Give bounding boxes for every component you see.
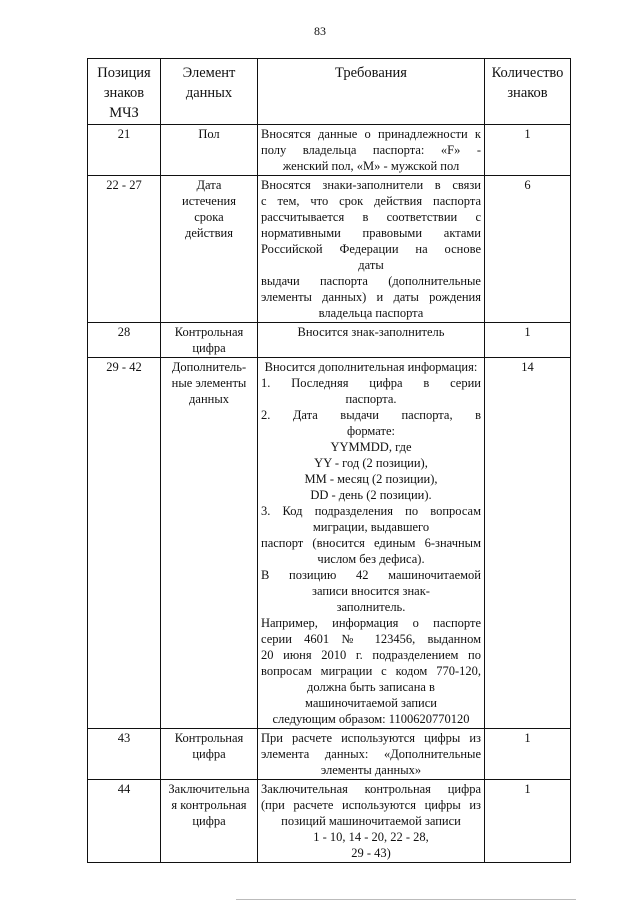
requirements-line: DD - день (2 позиции). bbox=[310, 488, 432, 502]
element-line: Контрольная bbox=[174, 731, 244, 745]
cell-count: 1 bbox=[485, 780, 571, 863]
requirements-line: Вносятся данные о принадлежности к bbox=[261, 127, 481, 141]
table-row bbox=[88, 125, 571, 176]
header-line: знаков bbox=[507, 85, 548, 101]
cell-position: 43 bbox=[88, 729, 161, 780]
element-line: Пол bbox=[198, 127, 220, 141]
requirements-line: формате: bbox=[347, 424, 395, 438]
table-row bbox=[88, 358, 571, 729]
requirements-line: Например, информация о паспорте bbox=[261, 616, 481, 630]
header-position bbox=[88, 59, 161, 125]
requirements-line: (при расчете используются цифры из bbox=[261, 798, 481, 812]
requirements-line: Заключительная контрольная цифра bbox=[261, 782, 481, 796]
requirements-line: В позицию 42 машиночитаемой bbox=[261, 568, 481, 582]
requirements-line: При расчете используются цифры из bbox=[261, 731, 481, 745]
requirements-line: MM - месяц (2 позиции), bbox=[304, 472, 438, 486]
requirements-line: даты bbox=[358, 258, 384, 272]
requirements-line: машиночитаемой записи bbox=[305, 696, 437, 710]
cell-count: 6 bbox=[485, 176, 571, 323]
element-line: истечения bbox=[182, 194, 236, 208]
requirements-line: заполнитель. bbox=[336, 600, 406, 614]
requirements-line: 20 июня 2010 г. подразделением по bbox=[261, 648, 481, 662]
requirements-line: элементы данных» bbox=[320, 763, 422, 777]
element-line: я контрольная bbox=[171, 798, 247, 812]
requirements-line: женский пол, «M» - мужской пол bbox=[282, 159, 460, 173]
cell-count: 1 bbox=[485, 323, 571, 358]
element-line: данных bbox=[189, 392, 229, 406]
cell-element bbox=[161, 176, 258, 323]
requirements-line: позиций машиночитаемой записи bbox=[281, 814, 461, 828]
requirements-line: числом без дефиса). bbox=[317, 552, 425, 566]
requirements-line: Российской Федерации на основе bbox=[261, 242, 481, 256]
requirements-line: следующим образом: 1100620770120 bbox=[272, 712, 470, 726]
requirements-line: должна быть записана в bbox=[307, 680, 435, 694]
requirements-line: элемента данных: «Дополнительные bbox=[261, 747, 481, 761]
element-line: срока bbox=[194, 210, 224, 224]
requirements-line: Вносятся знаки-заполнители в связи bbox=[261, 178, 481, 192]
requirements-line: с тем, что срок действия паспорта bbox=[261, 194, 481, 208]
table-row bbox=[88, 176, 571, 323]
bottom-edge-line bbox=[236, 899, 576, 900]
header-line: Позиция bbox=[97, 65, 151, 81]
header-line: Элемент bbox=[182, 65, 236, 81]
requirements-line: рассчитывается в соответствии с bbox=[261, 210, 481, 224]
element-line: Заключительна bbox=[168, 782, 250, 796]
cell-position: 29 - 42 bbox=[88, 358, 161, 729]
table-header-row bbox=[88, 59, 571, 125]
element-line: Контрольная bbox=[174, 325, 244, 339]
requirements-line: полу владельца паспорта: «F» - bbox=[261, 143, 481, 157]
requirements-line: паспорт (вносится единым 6-значным bbox=[261, 536, 481, 550]
requirements-line: 29 - 43) bbox=[351, 846, 391, 860]
requirements-line: выдачи паспорта (дополнительные bbox=[261, 274, 481, 288]
cell-requirements bbox=[258, 125, 485, 176]
cell-requirements bbox=[258, 358, 485, 729]
element-line: Дата bbox=[196, 178, 222, 192]
requirements-line: элементы данных) и даты рождения bbox=[261, 290, 481, 304]
cell-position: 21 bbox=[88, 125, 161, 176]
requirements-line: нормативными правовыми актами bbox=[261, 226, 481, 240]
requirements-line: 3. Код подразделения по вопросам bbox=[261, 504, 481, 518]
cell-element bbox=[161, 323, 258, 358]
table-row bbox=[88, 780, 571, 863]
element-line: цифра bbox=[192, 341, 226, 355]
element-line: цифра bbox=[192, 747, 226, 761]
cell-requirements bbox=[258, 729, 485, 780]
cell-requirements bbox=[258, 176, 485, 323]
page-number: 83 bbox=[314, 24, 326, 38]
cell-element bbox=[161, 729, 258, 780]
cell-element bbox=[161, 125, 258, 176]
cell-count: 1 bbox=[485, 125, 571, 176]
table-row bbox=[88, 729, 571, 780]
element-line: цифра bbox=[192, 814, 226, 828]
cell-element bbox=[161, 358, 258, 729]
table-body bbox=[88, 125, 571, 863]
requirements-line: Вносится знак-заполнитель bbox=[297, 325, 445, 339]
requirements-line: 1. Последняя цифра в серии bbox=[261, 376, 481, 390]
cell-count: 1 bbox=[485, 729, 571, 780]
requirements-line: Вносится дополнительная информация: bbox=[264, 360, 478, 374]
requirements-line: миграции, выдавшего bbox=[312, 520, 430, 534]
cell-element bbox=[161, 780, 258, 863]
element-line: Дополнитель- bbox=[171, 360, 247, 374]
requirements-line: записи вносится знак- bbox=[312, 584, 430, 598]
cell-position: 44 bbox=[88, 780, 161, 863]
requirements-line: 1 - 10, 14 - 20, 22 - 28, bbox=[313, 830, 429, 844]
header-count bbox=[485, 59, 571, 125]
header-line: МЧЗ bbox=[109, 105, 139, 121]
table-row bbox=[88, 323, 571, 358]
header-element bbox=[161, 59, 258, 125]
header-line: знаков bbox=[103, 85, 145, 101]
requirements-line: вопросам миграции с кодом 770-120, bbox=[261, 664, 481, 678]
cell-requirements bbox=[258, 323, 485, 358]
mrz-spec-table bbox=[87, 58, 571, 863]
requirements-line: паспорта. bbox=[345, 392, 397, 406]
cell-count: 14 bbox=[485, 358, 571, 729]
requirements-line: владельца паспорта bbox=[318, 306, 424, 320]
header-line: Количество bbox=[491, 65, 564, 81]
requirements-line: 2. Дата выдачи паспорта, в bbox=[261, 408, 481, 422]
requirements-line: YYMMDD, где bbox=[330, 440, 412, 454]
requirements-line: серии 4601 № 123456, выданном bbox=[261, 632, 481, 646]
element-line: ные элементы bbox=[171, 376, 247, 390]
cell-position: 22 - 27 bbox=[88, 176, 161, 323]
header-line: данных bbox=[185, 85, 233, 101]
element-line: действия bbox=[185, 226, 233, 240]
cell-requirements bbox=[258, 780, 485, 863]
requirements-line: YY - год (2 позиции), bbox=[314, 456, 428, 470]
cell-position: 28 bbox=[88, 323, 161, 358]
header-requirements: Требования bbox=[258, 59, 485, 125]
